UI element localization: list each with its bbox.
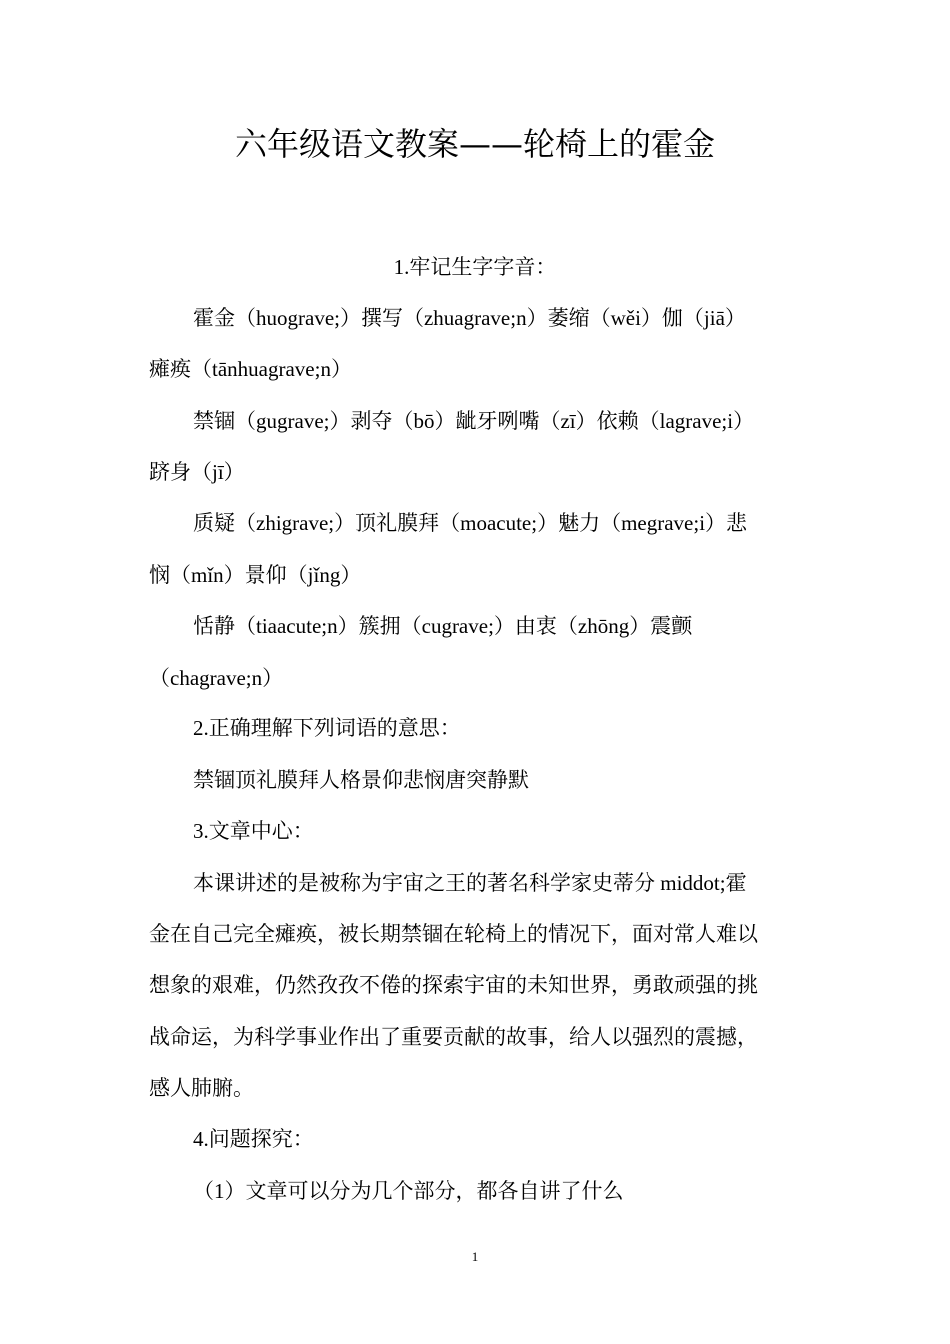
section-heading-pronunciation: 1.牢记生字字音： bbox=[393, 255, 557, 279]
theme-paragraph-line: 金在自己完全瘫痪，被长期禁锢在轮椅上的情况下，面对常人难以 bbox=[149, 922, 758, 946]
theme-paragraph-line: 想象的艰难，仍然孜孜不倦的探索宇宙的未知世界，勇敢顽强的挑 bbox=[149, 973, 758, 997]
pronunciation-line: 瘫痪（tānhuagrave;n） bbox=[149, 357, 352, 381]
pronunciation-line: 质疑（zhigrave;）顶礼膜拜（moacute;）魅力（megrave;i）悲 bbox=[193, 511, 748, 535]
section-heading-vocabulary: 2.正确理解下列词语的意思： bbox=[193, 716, 461, 740]
vocabulary-line: 禁锢顶礼膜拜人格景仰悲悯唐突静默 bbox=[193, 768, 529, 792]
pronunciation-line: 恬静（tiaacute;n）簇拥（cugrave;）由衷（zhōng）震颤 bbox=[193, 614, 693, 638]
page-number: 1 bbox=[471, 1249, 479, 1264]
question-line: （1）文章可以分为几个部分，都各自讲了什么 bbox=[193, 1179, 624, 1203]
theme-paragraph-line: 战命运，为科学事业作出了重要贡献的故事，给人以强烈的震撼， bbox=[149, 1025, 758, 1049]
pronunciation-line: 跻身（jī） bbox=[149, 460, 245, 484]
theme-paragraph-line: 感人肺腑。 bbox=[149, 1076, 254, 1100]
section-heading-questions: 4.问题探究： bbox=[193, 1127, 314, 1151]
document-title: 六年级语文教案——轮椅上的霍金 bbox=[234, 125, 715, 163]
theme-paragraph-line: 本课讲述的是被称为宇宙之王的著名科学家史蒂分 middot;霍 bbox=[193, 871, 747, 895]
pronunciation-line: 禁锢（gugrave;）剥夺（bō）龇牙咧嘴（zī）依赖（lagrave;i） bbox=[193, 409, 755, 433]
pronunciation-line: （chagrave;n） bbox=[149, 666, 284, 690]
pronunciation-line: 悯（mǐn）景仰（jǐng） bbox=[149, 563, 362, 587]
pronunciation-line: 霍金（huograve;）撰写（zhuagrave;n）萎缩（wěi）伽（jiā） bbox=[193, 306, 746, 330]
section-heading-theme: 3.文章中心： bbox=[193, 819, 314, 843]
